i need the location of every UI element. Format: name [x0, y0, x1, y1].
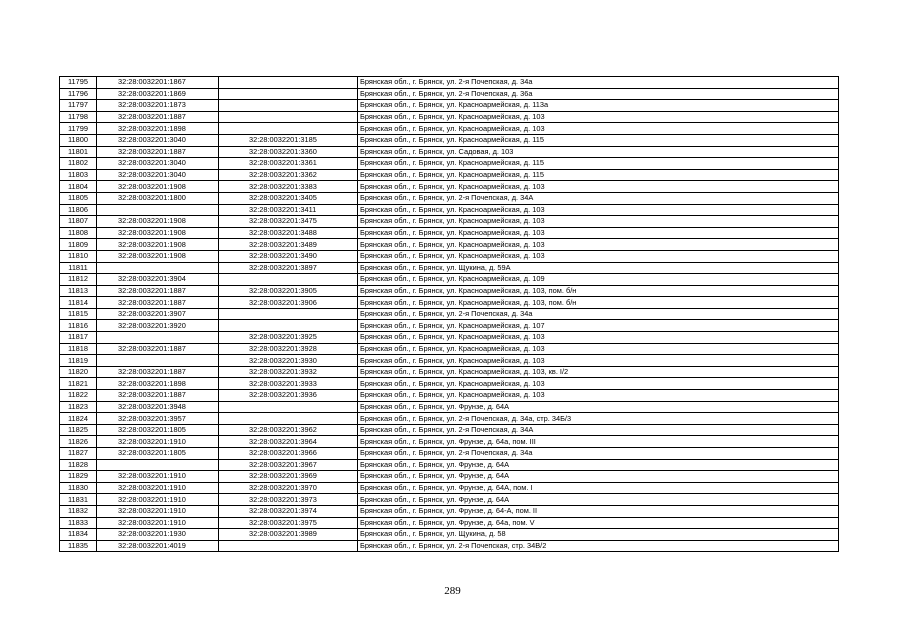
cadastral-number-cell: 32:28:0032201:1898: [97, 378, 219, 390]
cadastral-number-cell: 32:28:0032201:1887: [97, 366, 219, 378]
row-number-cell: 11795: [60, 77, 97, 89]
object-cadastral-number-cell: [219, 77, 358, 89]
row-number-cell: 11816: [60, 320, 97, 332]
object-cadastral-number-cell: 32:28:0032201:3975: [219, 517, 358, 529]
cadastral-number-cell: 32:28:0032201:3040: [97, 169, 219, 181]
address-cell: Брянская обл., г. Брянск, ул. Красноармейская, д. 115: [358, 134, 839, 146]
table-row: [60, 448, 839, 460]
table-row: [60, 134, 839, 146]
row-number-cell: 11812: [60, 274, 97, 286]
address-cell: Брянская обл., г. Брянск, ул. Красноармейская, д. 103: [358, 216, 839, 228]
cadastral-number-cell: 32:28:0032201:1898: [97, 123, 219, 135]
row-number-cell: 11822: [60, 390, 97, 402]
address-cell: Брянская обл., г. Брянск, ул. 2-я Почепская, д. 34а, стр. 34Б/3: [358, 413, 839, 425]
object-cadastral-number-cell: 32:28:0032201:3185: [219, 134, 358, 146]
object-cadastral-number-cell: 32:28:0032201:3974: [219, 505, 358, 517]
address-cell: Брянская обл., г. Брянск, ул. 2-я Почепская, д. 34А: [358, 192, 839, 204]
cadastral-number-cell: 32:28:0032201:1908: [97, 227, 219, 239]
object-cadastral-number-cell: 32:28:0032201:3932: [219, 366, 358, 378]
address-cell: Брянская обл., г. Брянск, ул. Красноармейская, д. 103: [358, 227, 839, 239]
object-cadastral-number-cell: 32:28:0032201:3989: [219, 529, 358, 541]
table-row: [60, 239, 839, 251]
address-cell: Брянская обл., г. Брянск, ул. 2-я Почепская, д. 36а: [358, 88, 839, 100]
object-cadastral-number-cell: 32:28:0032201:3933: [219, 378, 358, 390]
row-number-cell: 11797: [60, 100, 97, 112]
table-row: [60, 401, 839, 413]
row-number-cell: 11824: [60, 413, 97, 425]
address-cell: Брянская обл., г. Брянск, ул. Красноармейская, д. 103: [358, 343, 839, 355]
address-cell: Брянская обл., г. Брянск, ул. Красноармейская, д. 103: [358, 390, 839, 402]
cadastral-number-cell: 32:28:0032201:1887: [97, 285, 219, 297]
page-number: 289: [444, 585, 461, 597]
object-cadastral-number-cell: [219, 413, 358, 425]
address-cell: Брянская обл., г. Брянск, ул. 2-я Почепская, д. 34А: [358, 424, 839, 436]
table-row: [60, 192, 839, 204]
address-cell: Брянская обл., г. Брянск, ул. 2-я Почепская, д. 34а: [358, 308, 839, 320]
row-number-cell: 11798: [60, 111, 97, 123]
row-number-cell: 11833: [60, 517, 97, 529]
address-cell: Брянская обл., г. Брянск, ул. Фрунзе, д. 64-А, пом. II: [358, 505, 839, 517]
table-row: [60, 413, 839, 425]
row-number-cell: 11834: [60, 529, 97, 541]
object-cadastral-number-cell: [219, 123, 358, 135]
cadastral-number-cell: 32:28:0032201:3907: [97, 308, 219, 320]
row-number-cell: 11815: [60, 308, 97, 320]
table-row: [60, 216, 839, 228]
address-cell: Брянская обл., г. Брянск, ул. Красноармейская, д. 103: [358, 355, 839, 367]
object-cadastral-number-cell: 32:28:0032201:3925: [219, 332, 358, 344]
table-row: [60, 436, 839, 448]
row-number-cell: 11821: [60, 378, 97, 390]
address-cell: Брянская обл., г. Брянск, ул. Красноармейская, д. 103: [358, 239, 839, 251]
address-cell: Брянская обл., г. Брянск, ул. Красноармейская, д. 103: [358, 250, 839, 262]
row-number-cell: 11831: [60, 494, 97, 506]
row-number-cell: 11832: [60, 505, 97, 517]
address-cell: Брянская обл., г. Брянск, ул. Красноармейская, д. 103: [358, 123, 839, 135]
object-cadastral-number-cell: 32:28:0032201:3936: [219, 390, 358, 402]
row-number-cell: 11800: [60, 134, 97, 146]
cadastral-number-cell: 32:28:0032201:1873: [97, 100, 219, 112]
row-number-cell: 11819: [60, 355, 97, 367]
cadastral-number-cell: 32:28:0032201:1887: [97, 297, 219, 309]
cadastral-number-cell: 32:28:0032201:1910: [97, 517, 219, 529]
table-row: [60, 494, 839, 506]
address-cell: Брянская обл., г. Брянск, ул. Фрунзе, д. 64А: [358, 401, 839, 413]
table-row: [60, 204, 839, 216]
address-cell: Брянская обл., г. Брянск, ул. Красноармейская, д. 103: [358, 332, 839, 344]
address-cell: Брянская обл., г. Брянск, ул. 2-я Почепская, д. 34а: [358, 77, 839, 89]
table-row: [60, 169, 839, 181]
cadastral-number-cell: 32:28:0032201:1805: [97, 448, 219, 460]
table-row: [60, 158, 839, 170]
row-number-cell: 11825: [60, 424, 97, 436]
address-cell: Брянская обл., г. Брянск, ул. Фрунзе, д. 64а, пом. III: [358, 436, 839, 448]
address-cell: Брянская обл., г. Брянск, ул. Красноармейская, д. 103: [358, 181, 839, 193]
object-cadastral-number-cell: 32:28:0032201:3383: [219, 181, 358, 193]
address-cell: Брянская обл., г. Брянск, ул. Красноармейская, д. 115: [358, 158, 839, 170]
address-cell: Брянская обл., г. Брянск, ул. Фрунзе, д. 64А, пом. I: [358, 482, 839, 494]
object-cadastral-number-cell: 32:28:0032201:3360: [219, 146, 358, 158]
table-row: [60, 227, 839, 239]
table-row: [60, 88, 839, 100]
object-cadastral-number-cell: 32:28:0032201:3970: [219, 482, 358, 494]
address-cell: Брянская обл., г. Брянск, ул. Фрунзе, д. 64а, пом. V: [358, 517, 839, 529]
address-cell: Брянская обл., г. Брянск, ул. 2-я Почепская, стр. 34В/2: [358, 540, 839, 552]
row-number-cell: 11835: [60, 540, 97, 552]
object-cadastral-number-cell: 32:28:0032201:3362: [219, 169, 358, 181]
row-number-cell: 11809: [60, 239, 97, 251]
row-number-cell: 11796: [60, 88, 97, 100]
cadastral-number-cell: 32:28:0032201:1910: [97, 505, 219, 517]
address-cell: Брянская обл., г. Брянск, ул. Красноармейская, д. 103, пом. б/н: [358, 285, 839, 297]
row-number-cell: 11823: [60, 401, 97, 413]
address-cell: Брянская обл., г. Брянск, ул. Красноармейская, д. 107: [358, 320, 839, 332]
table-row: [60, 424, 839, 436]
table-row: [60, 332, 839, 344]
object-cadastral-number-cell: [219, 88, 358, 100]
object-cadastral-number-cell: 32:28:0032201:3906: [219, 297, 358, 309]
table-row: [60, 529, 839, 541]
cadastral-number-cell: 32:28:0032201:3948: [97, 401, 219, 413]
cadastral-number-cell: 32:28:0032201:1908: [97, 250, 219, 262]
object-cadastral-number-cell: 32:28:0032201:3490: [219, 250, 358, 262]
object-cadastral-number-cell: 32:28:0032201:3361: [219, 158, 358, 170]
cadastral-number-cell: [97, 204, 219, 216]
object-cadastral-number-cell: 32:28:0032201:3905: [219, 285, 358, 297]
object-cadastral-number-cell: 32:28:0032201:3973: [219, 494, 358, 506]
object-cadastral-number-cell: [219, 540, 358, 552]
cadastral-number-cell: 32:28:0032201:1887: [97, 390, 219, 402]
table-row: [60, 390, 839, 402]
row-number-cell: 11817: [60, 332, 97, 344]
object-cadastral-number-cell: 32:28:0032201:3966: [219, 448, 358, 460]
object-cadastral-number-cell: 32:28:0032201:3930: [219, 355, 358, 367]
address-cell: Брянская обл., г. Брянск, ул. Фрунзе, д. 64А: [358, 459, 839, 471]
row-number-cell: 11811: [60, 262, 97, 274]
row-number-cell: 11814: [60, 297, 97, 309]
cadastral-number-cell: 32:28:0032201:3920: [97, 320, 219, 332]
object-cadastral-number-cell: 32:28:0032201:3928: [219, 343, 358, 355]
object-cadastral-number-cell: 32:28:0032201:3411: [219, 204, 358, 216]
table-row: [60, 308, 839, 320]
row-number-cell: 11802: [60, 158, 97, 170]
cadastral-number-cell: 32:28:0032201:1800: [97, 192, 219, 204]
object-cadastral-number-cell: [219, 274, 358, 286]
object-cadastral-number-cell: 32:28:0032201:3405: [219, 192, 358, 204]
row-number-cell: 11806: [60, 204, 97, 216]
address-cell: Брянская обл., г. Брянск, ул. 2-я Почепская, д. 34а: [358, 448, 839, 460]
object-cadastral-number-cell: 32:28:0032201:3897: [219, 262, 358, 274]
cadastral-number-cell: [97, 459, 219, 471]
table-row: [60, 146, 839, 158]
cadastral-number-cell: 32:28:0032201:3904: [97, 274, 219, 286]
table-row: [60, 250, 839, 262]
address-cell: Брянская обл., г. Брянск, ул. Щукина, д. 59А: [358, 262, 839, 274]
address-cell: Брянская обл., г. Брянск, ул. Фрунзе, д. 64А: [358, 494, 839, 506]
cadastral-number-cell: 32:28:0032201:1887: [97, 146, 219, 158]
table-row: [60, 378, 839, 390]
address-cell: Брянская обл., г. Брянск, ул. Красноармейская, д. 115: [358, 169, 839, 181]
row-number-cell: 11807: [60, 216, 97, 228]
table-row: [60, 459, 839, 471]
cadastral-number-cell: 32:28:0032201:3040: [97, 158, 219, 170]
cadastral-number-cell: 32:28:0032201:1908: [97, 181, 219, 193]
object-cadastral-number-cell: 32:28:0032201:3964: [219, 436, 358, 448]
object-cadastral-number-cell: [219, 401, 358, 413]
row-number-cell: 11805: [60, 192, 97, 204]
object-cadastral-number-cell: [219, 308, 358, 320]
row-number-cell: 11799: [60, 123, 97, 135]
row-number-cell: 11828: [60, 459, 97, 471]
row-number-cell: 11813: [60, 285, 97, 297]
cadastral-number-cell: [97, 355, 219, 367]
row-number-cell: 11810: [60, 250, 97, 262]
cadastral-number-cell: 32:28:0032201:1887: [97, 343, 219, 355]
table-row: [60, 77, 839, 89]
table-row: [60, 517, 839, 529]
cadastral-number-cell: [97, 332, 219, 344]
cadastral-number-cell: 32:28:0032201:1867: [97, 77, 219, 89]
cadastral-number-cell: 32:28:0032201:1910: [97, 471, 219, 483]
row-number-cell: 11826: [60, 436, 97, 448]
cadastral-number-cell: 32:28:0032201:3957: [97, 413, 219, 425]
object-cadastral-number-cell: [219, 320, 358, 332]
row-number-cell: 11803: [60, 169, 97, 181]
object-cadastral-number-cell: [219, 111, 358, 123]
address-cell: Брянская обл., г. Брянск, ул. Красноармейская, д. 103: [358, 111, 839, 123]
cadastral-number-cell: 32:28:0032201:1910: [97, 494, 219, 506]
table-row: [60, 366, 839, 378]
object-cadastral-number-cell: 32:28:0032201:3475: [219, 216, 358, 228]
address-cell: Брянская обл., г. Брянск, ул. Садовая, д. 103: [358, 146, 839, 158]
cadastral-number-cell: 32:28:0032201:1887: [97, 111, 219, 123]
table-row: [60, 540, 839, 552]
row-number-cell: 11818: [60, 343, 97, 355]
object-cadastral-number-cell: 32:28:0032201:3489: [219, 239, 358, 251]
registry-table: [59, 76, 839, 552]
cadastral-number-cell: 32:28:0032201:1910: [97, 482, 219, 494]
cadastral-number-cell: 32:28:0032201:1869: [97, 88, 219, 100]
row-number-cell: 11801: [60, 146, 97, 158]
cadastral-number-cell: 32:28:0032201:1910: [97, 436, 219, 448]
address-cell: Брянская обл., г. Брянск, ул. Красноармейская, д. 103, кв. I/2: [358, 366, 839, 378]
registry-table-body: [60, 77, 839, 552]
cadastral-number-cell: [97, 262, 219, 274]
address-cell: Брянская обл., г. Брянск, ул. Красноармейская, д. 103, пом. б/н: [358, 297, 839, 309]
table-row: [60, 320, 839, 332]
table-row: [60, 123, 839, 135]
address-cell: Брянская обл., г. Брянск, ул. Щукина, д. 58: [358, 529, 839, 541]
table-row: [60, 471, 839, 483]
cadastral-number-cell: 32:28:0032201:1805: [97, 424, 219, 436]
table-row: [60, 297, 839, 309]
table-row: [60, 505, 839, 517]
object-cadastral-number-cell: [219, 100, 358, 112]
object-cadastral-number-cell: 32:28:0032201:3969: [219, 471, 358, 483]
row-number-cell: 11820: [60, 366, 97, 378]
cadastral-number-cell: 32:28:0032201:4019: [97, 540, 219, 552]
cadastral-number-cell: 32:28:0032201:1908: [97, 239, 219, 251]
table-row: [60, 262, 839, 274]
table-row: [60, 111, 839, 123]
row-number-cell: 11827: [60, 448, 97, 460]
object-cadastral-number-cell: 32:28:0032201:3962: [219, 424, 358, 436]
address-cell: Брянская обл., г. Брянск, ул. Красноармейская, д. 103: [358, 378, 839, 390]
object-cadastral-number-cell: 32:28:0032201:3967: [219, 459, 358, 471]
cadastral-number-cell: 32:28:0032201:1908: [97, 216, 219, 228]
address-cell: Брянская обл., г. Брянск, ул. Фрунзе, д. 64А: [358, 471, 839, 483]
row-number-cell: 11830: [60, 482, 97, 494]
row-number-cell: 11808: [60, 227, 97, 239]
table-row: [60, 343, 839, 355]
address-cell: Брянская обл., г. Брянск, ул. Красноармейская, д. 109: [358, 274, 839, 286]
object-cadastral-number-cell: 32:28:0032201:3488: [219, 227, 358, 239]
table-row: [60, 100, 839, 112]
table-row: [60, 482, 839, 494]
table-row: [60, 285, 839, 297]
cadastral-number-cell: 32:28:0032201:1930: [97, 529, 219, 541]
table-row: [60, 181, 839, 193]
row-number-cell: 11829: [60, 471, 97, 483]
row-number-cell: 11804: [60, 181, 97, 193]
table-row: [60, 274, 839, 286]
table-row: [60, 355, 839, 367]
address-cell: Брянская обл., г. Брянск, ул. Красноармейская, д. 113а: [358, 100, 839, 112]
cadastral-number-cell: 32:28:0032201:3040: [97, 134, 219, 146]
address-cell: Брянская обл., г. Брянск, ул. Красноармейская, д. 103: [358, 204, 839, 216]
